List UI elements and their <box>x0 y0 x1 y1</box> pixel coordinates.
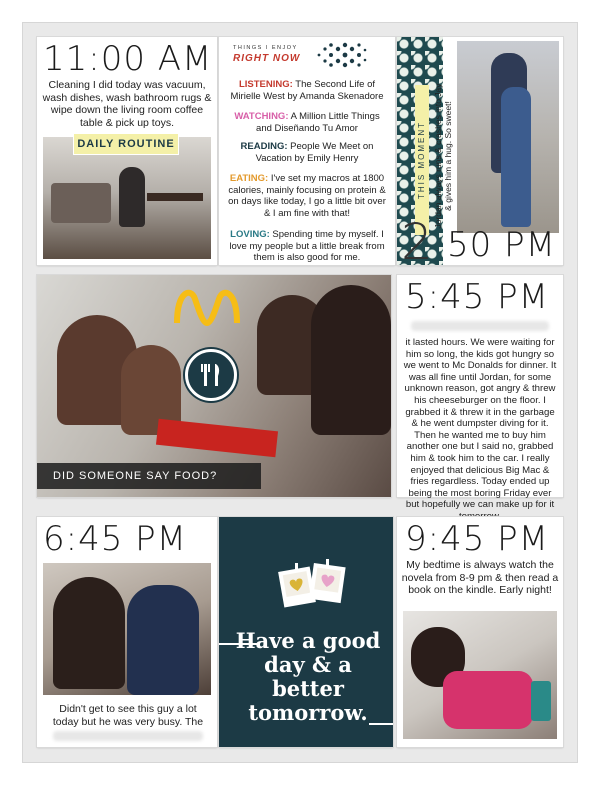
afternoon-time: 50 PM <box>447 225 556 265</box>
dinner-card <box>397 275 563 511</box>
loving-key: LOVING: <box>230 229 270 240</box>
evening-caption: Didn't get to see this guy a lot today but he was very busy. The <box>52 703 204 728</box>
morning-text: Cleaning I did today was vacuum, wash dishes, wash bathroom rugs & wipe down the living room coffee table & pick up toys. <box>42 79 212 129</box>
mom-face-shape <box>311 285 391 435</box>
quote-card <box>219 517 393 747</box>
daily-routine-banner: DAILY ROUTINE <box>73 133 179 155</box>
night-card <box>397 517 563 747</box>
hug-photo <box>457 41 559 233</box>
coffee-table-shape <box>147 193 203 201</box>
listening-value: The Second Life of Mirielle West by Amanda Skenadore <box>230 79 384 102</box>
dinner-text: it lasted hours. We were waiting for him so long, the kids got hungry so we went to Mc Donalds for dinner. It was all fine until Jordan, for some unknown reason, got angry & threw his cheeseburger on the floor. I grabbed it & threw it in the garbage & he went dumpster diving for it. Then he wanted me to buy him another one but I said no, grabbed him & took him to the car. I really enjoyed that delicious Big Mac & fries regardless. Today ended up being the most boring Friday ever but hopefully we can make up for it <box>403 337 557 511</box>
pink-top-shape <box>443 671 533 729</box>
watching-entry <box>227 111 387 134</box>
fries-box-shape <box>156 419 278 457</box>
man-shape <box>127 585 199 695</box>
cleaning-photo <box>43 137 211 259</box>
evening-time: 6:45 PM <box>43 519 187 559</box>
quote-text: Have a good day & a better tomorrow. <box>235 628 381 725</box>
evening-card <box>37 517 217 747</box>
reading-entry <box>227 141 387 164</box>
fork-knife-icon <box>185 349 237 401</box>
photo-frames-icon <box>277 555 347 615</box>
person-shape <box>119 167 145 227</box>
loving-entry <box>227 229 387 264</box>
right-now-header-small: THINGS I ENJOY <box>233 45 298 51</box>
afternoon-big-digit: 2 <box>401 213 433 271</box>
afternoon-card <box>397 37 563 271</box>
kindle-shape <box>531 681 551 721</box>
dinner-blurred-line <box>411 321 549 331</box>
night-time: 9:45 PM <box>405 519 549 559</box>
sofa-shape <box>51 183 111 223</box>
night-text: My bedtime is always watch the novela from 8-9 pm & then read a book on the kindle. Early night! <box>401 559 559 596</box>
watching-key: WATCHING: <box>234 111 289 122</box>
evening-blurred-line <box>53 731 203 741</box>
loving-value: Spending time by myself. I love my people but a little break from them is also good for me. <box>229 229 385 263</box>
afternoon-caption-box <box>433 81 453 231</box>
food-photo-label: DID SOMEONE SAY FOOD? <box>37 463 261 489</box>
reading-value: People We Meet on Vacation by Emily Henry <box>255 141 374 164</box>
eating-value: I've set my macros at 1800 calories, mainly focusing on protein & on days like today, I go a little bit over & I am fine with that! <box>228 173 386 219</box>
morning-card <box>37 37 217 265</box>
couple-selfie-photo <box>43 563 211 695</box>
watching-value: A Million Little Things and Diseñando Tu Amor <box>256 111 380 134</box>
mcdonalds-arches-icon <box>173 285 241 325</box>
woman-shape <box>53 577 125 689</box>
eating-key: EATING: <box>229 173 269 184</box>
morning-time: 11:00 AM <box>43 39 213 79</box>
listening-key: LISTENING: <box>238 79 293 90</box>
reading-key: READING: <box>240 141 288 152</box>
food-photo-card <box>37 275 391 497</box>
dot-pattern-icon <box>313 41 369 69</box>
eating-entry <box>227 173 387 219</box>
listening-entry <box>227 79 387 102</box>
this-moment-label: THIS MOMENT <box>417 121 426 199</box>
dinner-time: 5:45 PM <box>405 277 549 317</box>
afternoon-caption: Jordan always runs & crashes into Jay & gives him a hug. So sweet! <box>433 83 453 229</box>
right-now-card <box>219 37 395 265</box>
reading-kindle-photo <box>403 611 557 739</box>
scrapbook-page <box>22 22 578 763</box>
right-now-header-script: RIGHT NOW <box>233 53 301 64</box>
child-figure-shape <box>501 87 531 227</box>
